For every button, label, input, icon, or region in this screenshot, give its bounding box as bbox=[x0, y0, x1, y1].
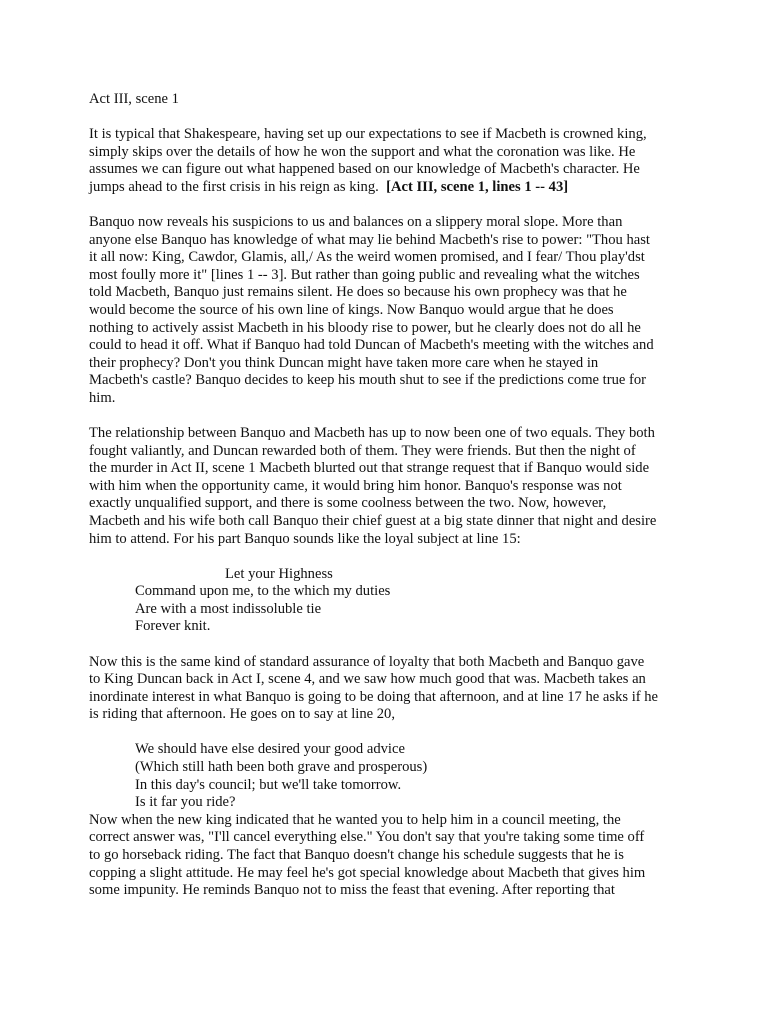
text-line: copping a slight attitude. He may feel he's got special knowledge about Macbeth that gives him bbox=[89, 864, 646, 881]
text-line: Macbeth's castle? Banquo decides to keep his mouth shut to see if the predictions come true for bbox=[89, 372, 647, 389]
verse-line: In this day's council; but we'll take tomorrow. bbox=[135, 776, 402, 793]
text-line: most foully more it" [lines 1 -- 3]. But rather than going public and revealing what the witches bbox=[89, 266, 640, 283]
text-line: their prophecy? Don't you think Duncan might have taken more care when he stayed in bbox=[89, 354, 599, 371]
line-reference: [Act III, scene 1, lines 1 -- 43] bbox=[386, 178, 569, 195]
text-line bbox=[89, 179, 688, 197]
text-line: Now this is the same kind of standard assurance of loyalty that both Macbeth and Banquo gave bbox=[89, 653, 645, 670]
text-line: assumes we can figure out what happened based on our knowledge of Macbeth's character. He bbox=[89, 161, 640, 178]
text-line: Macbeth and his wife both call Banquo their chief guest at a big state dinner that night and desire bbox=[89, 512, 657, 529]
text-line: The relationship between Banquo and Macbeth has up to now been one of two equals. They both bbox=[89, 425, 655, 441]
text-line: him to attend. For his part Banquo sounds like the loyal subject at line 15: bbox=[89, 530, 521, 547]
text-line: inordinate interest in what Banquo is going to be doing that afternoon, and at line 17 he asks if he bbox=[89, 688, 659, 705]
text-line: Now when the new king indicated that he wanted you to help him in a council meeting, the bbox=[89, 811, 621, 828]
text-line: exactly unqualified support, and there is some coolness between the two. Now, however, bbox=[89, 495, 607, 512]
verse-quote-1 bbox=[89, 566, 688, 636]
verse-line: (Which still hath been both grave and prosperous) bbox=[135, 759, 428, 775]
text-line: It is typical that Shakespeare, having set up our expectations to see if Macbeth is crowned king, bbox=[89, 126, 647, 143]
text-line: to go horseback riding. The fact that Banquo doesn't change his schedule suggests that he is bbox=[89, 846, 624, 863]
text-line: is riding that afternoon. He goes on to say at line 20, bbox=[89, 706, 395, 723]
text-line: some impunity. He reminds Banquo not to miss the feast that evening. After reporting that bbox=[89, 882, 615, 899]
verse-line: Are with a most indissoluble tie bbox=[135, 600, 322, 617]
paragraph-3 bbox=[89, 425, 688, 548]
paragraph-4 bbox=[89, 654, 688, 724]
text-line: fought valiantly, and Duncan rewarded both of them. They were friends. But then the night of bbox=[89, 442, 636, 459]
verse-line: Forever knit. bbox=[135, 618, 211, 635]
text-line: nothing to actively assist Macbeth in his bloody rise to power, but he clearly does not do all he bbox=[89, 319, 641, 336]
text-line: the murder in Act II, scene 1 Macbeth blurted out that strange request that if Banquo would side bbox=[89, 460, 650, 477]
text-line: could to head it off. What if Banquo had told Duncan of Macbeth's meeting with the witches and bbox=[89, 337, 654, 354]
text-line: to King Duncan back in Act I, scene 4, and we saw how much good that was. Macbeth takes an bbox=[89, 671, 646, 688]
verse-line: We should have else desired your good advice bbox=[135, 741, 405, 758]
verse-line: Let your Highness bbox=[225, 565, 333, 582]
verse-quote-2 bbox=[89, 741, 688, 811]
section-heading: Act III, scene 1 bbox=[89, 91, 179, 107]
verse-line: Command upon me, to the which my duties bbox=[135, 583, 391, 600]
text-line: told Macbeth, Banquo just remains silent. He does so because his own prophecy was that he bbox=[89, 284, 627, 301]
paragraph-1 bbox=[89, 126, 688, 196]
text-line: anyone else Banquo has knowledge of what may lie behind Macbeth's rise to power: "Thou hast bbox=[89, 231, 650, 248]
text-line: correct answer was, "I'll cancel everything else." You don't say that you're taking some time off bbox=[89, 829, 645, 846]
text-line: him. bbox=[89, 389, 116, 406]
paragraph-2 bbox=[89, 214, 688, 408]
paragraph-5 bbox=[89, 812, 688, 900]
text-line: with him when the opportunity came, it would bring him honor. Banquo's response was not bbox=[89, 477, 622, 494]
text-line: simply skips over the details of how he won the support and what the coronation was like. He bbox=[89, 143, 636, 160]
text-fragment: jumps ahead to the first crisis in his reign as king. bbox=[89, 178, 387, 195]
text-line: it all now: King, Cawdor, Glamis, all,/ As the weird women promised, and I fear/ Thou play'dst bbox=[89, 249, 645, 266]
text-line: would become the source of his own line of kings. Now Banquo would argue that he does bbox=[89, 301, 614, 318]
verse-line: Is it far you ride? bbox=[135, 794, 236, 811]
text-line: Banquo now reveals his suspicions to us and balances on a slippery moral slope. More than bbox=[89, 213, 623, 230]
